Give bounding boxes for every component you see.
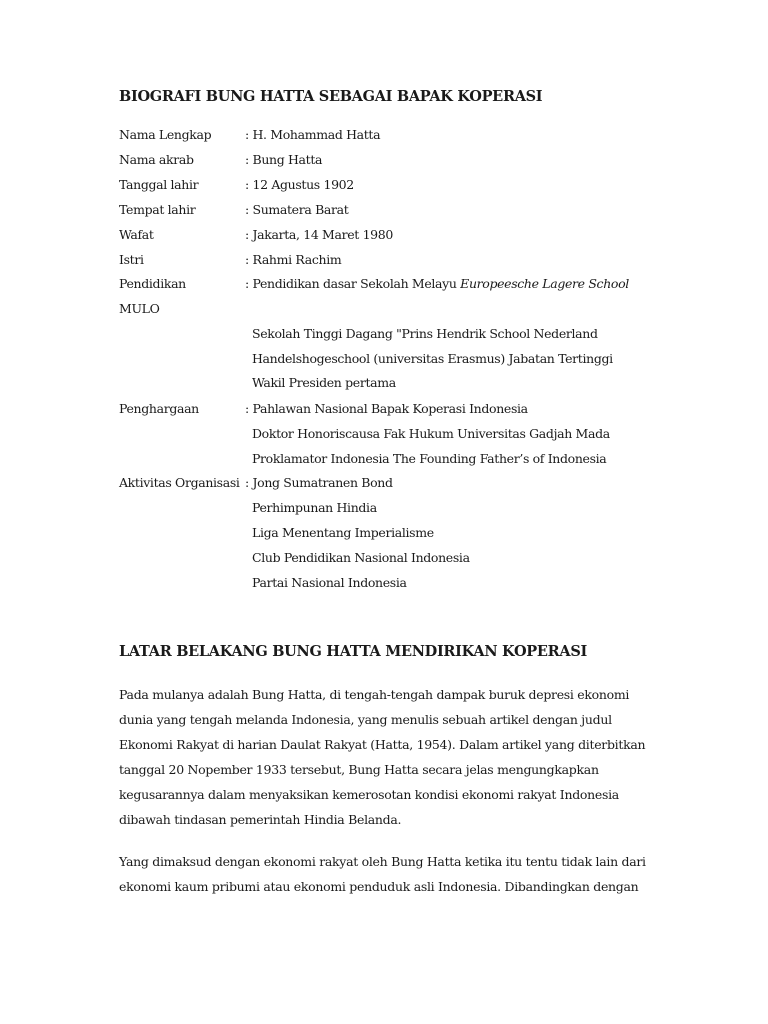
bio-value: : Jong Sumatranen Bond <box>245 475 393 490</box>
bio-value: : Sumatera Barat <box>245 202 349 217</box>
paragraph-line: kegusarannya dalam menyaksikan kemerosotan kondisi ekonomi rakyat Indonesia <box>119 787 619 802</box>
award-line: Proklamator Indonesia The Founding Father’s of Indonesia <box>252 451 607 466</box>
award-line: Doktor Honoriscausa Fak Hukum Universitas Gadjah Mada <box>252 426 610 441</box>
education-line: Wakil Presiden pertama <box>252 375 396 390</box>
organization-line: Partai Nasional Indonesia <box>252 575 407 590</box>
paragraph-line: Ekonomi Rakyat di harian Daulat Rakyat (Hatta, 1954). Dalam artikel yang diterbitkan <box>119 737 646 752</box>
bio-label: Istri <box>119 252 144 267</box>
paragraph-line: Yang dimaksud dengan ekonomi rakyat oleh Bung Hatta ketika itu tentu tidak lain dari <box>119 854 646 869</box>
organization-line: Liga Menentang Imperialisme <box>252 525 434 540</box>
organization-line: Club Pendidikan Nasional Indonesia <box>252 550 470 565</box>
bio-value: : Jakarta, 14 Maret 1980 <box>245 227 393 242</box>
bio-value: : Bung Hatta <box>245 152 323 167</box>
paragraph-line: Pada mulanya adalah Bung Hatta, di tengah-tengah dampak buruk depresi ekonomi <box>119 687 630 702</box>
bio-label: Tempat lahir <box>119 202 196 217</box>
bio-label: Nama Lengkap <box>119 127 212 142</box>
bio-value: : Rahmi Rachim <box>245 252 342 267</box>
bio-value <box>245 274 629 294</box>
paragraph-line: tanggal 20 Nopember 1933 tersebut, Bung Hatta secara jelas mengungkapkan <box>119 762 599 777</box>
bio-label: Tanggal lahir <box>119 177 199 192</box>
education-line: Sekolah Tinggi Dagang "Prins Hendrik School Nederland <box>252 326 598 341</box>
bio-label: Penghargaan <box>119 401 199 416</box>
bio-value: : 12 Agustus 1902 <box>245 177 354 192</box>
bio-label: Nama akrab <box>119 152 194 167</box>
biography-heading: BIOGRAFI BUNG HATTA SEBAGAI BAPAK KOPERASI <box>119 88 543 105</box>
bio-label: Wafat <box>119 227 154 242</box>
organization-line: Perhimpunan Hindia <box>252 500 377 515</box>
paragraph-line: dibawah tindasan pemerintah Hindia Belanda. <box>119 812 402 827</box>
education-school-italic: Europeesche Lagere School <box>460 276 629 291</box>
bio-value: : Pahlawan Nasional Bapak Koperasi Indonesia <box>245 401 528 416</box>
bio-value: : H. Mohammad Hatta <box>245 127 381 142</box>
paragraph-line: dunia yang tengah melanda Indonesia, yang menulis sebuah artikel dengan judul <box>119 712 612 727</box>
paragraph-line: ekonomi kaum pribumi atau ekonomi penduduk asli Indonesia. Dibandingkan dengan <box>119 879 639 894</box>
education-wrap-text: MULO <box>119 301 160 316</box>
background-heading: LATAR BELAKANG BUNG HATTA MENDIRIKAN KOPERASI <box>119 643 587 660</box>
bio-label: Pendidikan <box>119 276 186 291</box>
bio-label: Aktivitas Organisasi <box>119 475 240 490</box>
education-text: : Pendidikan dasar Sekolah Melayu <box>245 276 461 291</box>
education-line: Handelshogeschool (universitas Erasmus) Jabatan Tertinggi <box>252 351 613 366</box>
